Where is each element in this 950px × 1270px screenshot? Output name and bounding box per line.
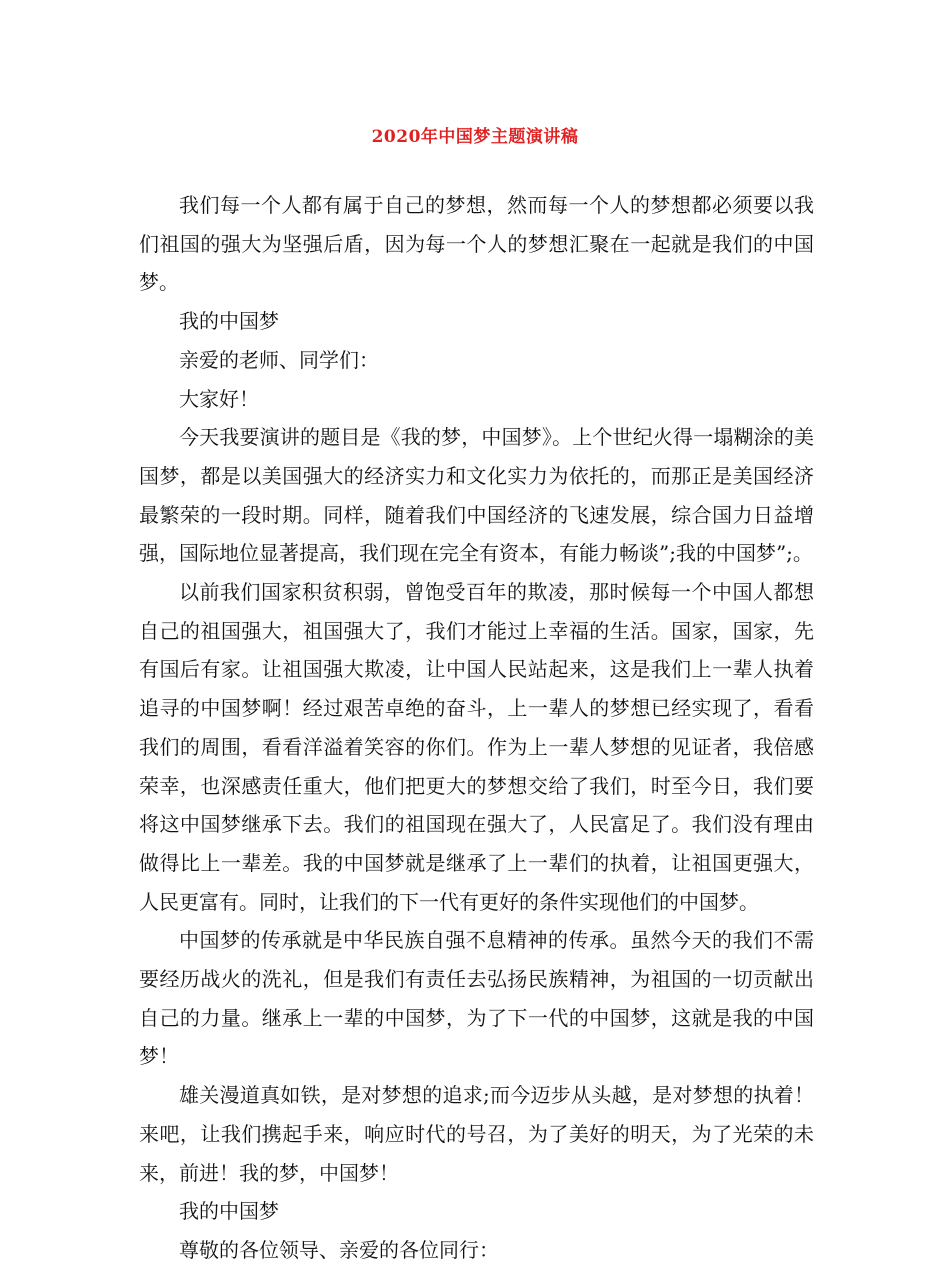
paragraph-closing: 雄关漫道真如铁，是对梦想的追求;而今迈步从头越，是对梦想的执着！来吧，让我们携起手来，响应时代的号召，为了美好的明天，为了光荣的未来，前进！我的梦，中国梦！ <box>139 1083 814 1185</box>
paragraph-intro: 我们每一个人都有属于自己的梦想，然而每一个人的梦想都必须要以我们祖国的强大为坚强后盾，因为每一个人的梦想汇聚在一起就是我们的中国梦。 <box>139 193 814 295</box>
paragraph-topic: 今天我要演讲的题目是《我的梦，中国梦》。上个世纪火得一塌糊涂的美国梦，都是以美国强大的经济实力和文化实力为依托的，而那正是美国经济最繁荣的一段时期。同样，随着我们中国经济的飞速发展，综合国力日益增强，国际地位显著提高，我们现在完全有资本，有能力畅谈”;我的中国梦”;。 <box>139 425 814 566</box>
document-body <box>139 186 814 1270</box>
greeting: 大家好！ <box>179 386 259 411</box>
paragraph-inheritance: 中国梦的传承就是中华民族自强不息精神的传承。虽然今天的我们不需要经历战火的洗礼，但是我们有责任去弘扬民族精神，为祖国的一切贡献出自己的力量。继承上一辈的中国梦，为了下一代的中国梦，这就是我的中国梦！ <box>139 928 814 1069</box>
paragraph-history: 以前我们国家积贫积弱，曾饱受百年的欺凌，那时候每一个中国人都想自己的祖国强大，祖国强大了，我们才能过上幸福的生活。国家，国家，先有国后有家。让祖国强大欺凌，让中国人民站起来，这是我们上一辈人执着追寻的中国梦啊！经过艰苦卓绝的奋斗，上一辈人的梦想已经实现了，看看我们的周围，看看洋溢着笑容的你们。作为上一辈人梦想的见证者，我倍感荣幸，也深感责任重大，他们把更大的梦想交给了我们，时至今日，我们要将这中国梦继承下去。我们的祖国现在强大了，人民富足了。我们没有理由做得比上一辈差。我的中国梦就是继承了上一辈们的执着，让祖国更强大，人民更富有。同时，让我们的下一代有更好的条件实现他们的中国梦。 <box>139 580 814 914</box>
section-heading: 我的中国梦 <box>179 1199 279 1224</box>
section-heading: 我的中国梦 <box>179 309 279 334</box>
salutation: 尊敬的各位领导、亲爱的各位同行： <box>179 1237 499 1262</box>
salutation: 亲爱的老师、同学们： <box>179 347 379 372</box>
document-title: 2020年中国梦主题演讲稿 <box>371 127 579 147</box>
